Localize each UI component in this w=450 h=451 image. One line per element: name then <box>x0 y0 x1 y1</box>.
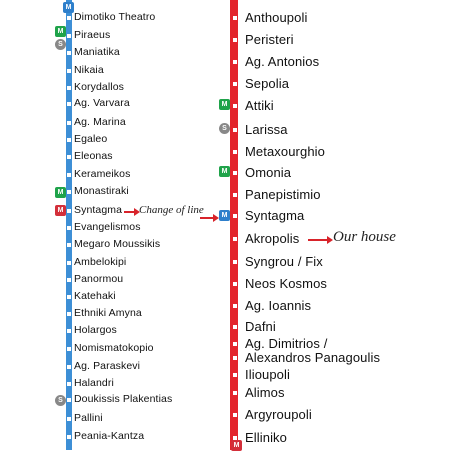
change-of-line-arrow-right <box>200 217 214 219</box>
station-label: Eleonas <box>74 150 113 162</box>
station-marker <box>233 391 237 395</box>
station-marker <box>233 38 237 42</box>
suburban-rail-icon: S <box>55 395 66 406</box>
station-marker <box>233 342 237 346</box>
station-marker <box>67 173 71 177</box>
station-marker <box>67 329 71 333</box>
our-house-note: Our house <box>333 229 396 245</box>
station-marker <box>233 104 237 108</box>
station-label: Nikaia <box>74 64 104 76</box>
station-label: Metaxourghio <box>245 144 325 159</box>
station-label: Nomismatokopio <box>74 342 154 354</box>
station-label: Dafni <box>245 319 276 334</box>
station-marker <box>67 243 71 247</box>
station-label: Ambelokipi <box>74 256 127 268</box>
station-marker <box>233 82 237 86</box>
blue-line-interchange-icon: M <box>219 210 230 221</box>
station-label: Alimos <box>245 385 285 400</box>
station-label: Larissa <box>245 122 288 137</box>
station-label: Ethniki Amyna <box>74 307 142 319</box>
station-marker <box>233 237 237 241</box>
station-marker <box>233 373 237 377</box>
suburban-rail-icon: S <box>55 39 66 50</box>
station-marker <box>67 51 71 55</box>
station-label: Panepistimio <box>245 187 321 202</box>
station-marker <box>67 138 71 142</box>
station-marker <box>67 209 71 213</box>
green-line-interchange-icon: M <box>219 166 230 177</box>
station-label: Megaro Moussikis <box>74 238 161 250</box>
station-marker <box>67 86 71 90</box>
station-marker <box>67 417 71 421</box>
green-line-interchange-icon: M <box>55 187 66 198</box>
red-line-interchange-icon: M <box>55 205 66 216</box>
green-line-interchange-icon: M <box>219 99 230 110</box>
our-house-arrow <box>308 239 328 241</box>
green-line-interchange-icon: M <box>55 26 66 37</box>
station-label: Monastiraki <box>74 185 129 197</box>
station-marker <box>67 190 71 194</box>
station-label: Ag. Marina <box>74 116 126 128</box>
station-marker <box>233 150 237 154</box>
station-marker <box>233 356 237 360</box>
station-marker <box>233 214 237 218</box>
station-marker <box>233 282 237 286</box>
station-label: Ag. Ioannis <box>245 298 312 313</box>
station-label: Pallini <box>74 412 103 424</box>
station-label: Ag. Paraskevi <box>74 360 141 372</box>
station-marker <box>67 226 71 230</box>
station-label: Halandri <box>74 377 114 389</box>
station-label: Doukissis Plakentias <box>74 393 173 405</box>
station-marker <box>67 155 71 159</box>
station-label: Katehaki <box>74 290 116 302</box>
change-of-line-note: Change of line <box>139 204 204 216</box>
station-marker <box>67 347 71 351</box>
station-label: Akropolis <box>245 231 300 246</box>
station-marker <box>67 102 71 106</box>
station-marker <box>67 295 71 299</box>
station-label: Holargos <box>74 324 117 336</box>
station-marker <box>67 312 71 316</box>
station-marker <box>67 382 71 386</box>
station-label: Omonia <box>245 165 292 180</box>
station-label: Ilioupoli <box>245 367 290 382</box>
station-label: Peania-Kantza <box>74 430 145 442</box>
station-label: Korydallos <box>74 81 125 93</box>
station-label: Syntagma <box>245 208 305 223</box>
suburban-rail-icon: S <box>219 123 230 134</box>
station-marker <box>67 365 71 369</box>
station-marker <box>233 60 237 64</box>
station-label: Elliniko <box>245 430 287 445</box>
station-marker <box>233 325 237 329</box>
blue-line-icon: M <box>63 2 74 13</box>
station-marker <box>233 171 237 175</box>
station-label: Peristeri <box>245 32 294 47</box>
station-marker <box>233 193 237 197</box>
station-label: Piraeus <box>74 29 111 41</box>
red-metro-line <box>230 0 238 450</box>
change-of-line-arrow <box>124 211 135 213</box>
station-label: Egaleo <box>74 133 108 145</box>
station-marker <box>67 34 71 38</box>
station-marker <box>233 260 237 264</box>
station-label: Ag. Varvara <box>74 97 130 109</box>
station-marker <box>67 69 71 73</box>
station-label: Ag. Antonios <box>245 54 320 69</box>
station-marker <box>67 398 71 402</box>
station-label: Kerameikos <box>74 168 131 180</box>
station-marker <box>233 128 237 132</box>
station-label: Maniatika <box>74 46 120 58</box>
station-marker <box>233 304 237 308</box>
station-label: Ag. Dimitrios / <box>245 336 328 351</box>
station-marker <box>233 413 237 417</box>
station-marker <box>67 278 71 282</box>
station-marker <box>233 16 237 20</box>
station-marker <box>67 121 71 125</box>
station-label: Syntagma <box>74 204 123 216</box>
station-label: Evangelismos <box>74 221 141 233</box>
station-label: Attiki <box>245 98 274 113</box>
station-label: Panormou <box>74 273 124 285</box>
station-label: Dimotiko Theatro <box>74 11 156 23</box>
station-label: Alexandros Panagoulis <box>245 350 381 365</box>
station-label: Neos Kosmos <box>245 276 328 291</box>
station-marker <box>67 435 71 439</box>
station-marker <box>67 16 71 20</box>
station-label: Syngrou / Fix <box>245 254 323 269</box>
station-label: Argyroupoli <box>245 407 312 422</box>
station-label: Sepolia <box>245 76 290 91</box>
red-line-icon: M <box>231 440 242 451</box>
station-marker <box>67 261 71 265</box>
station-label: Anthoupoli <box>245 10 308 25</box>
